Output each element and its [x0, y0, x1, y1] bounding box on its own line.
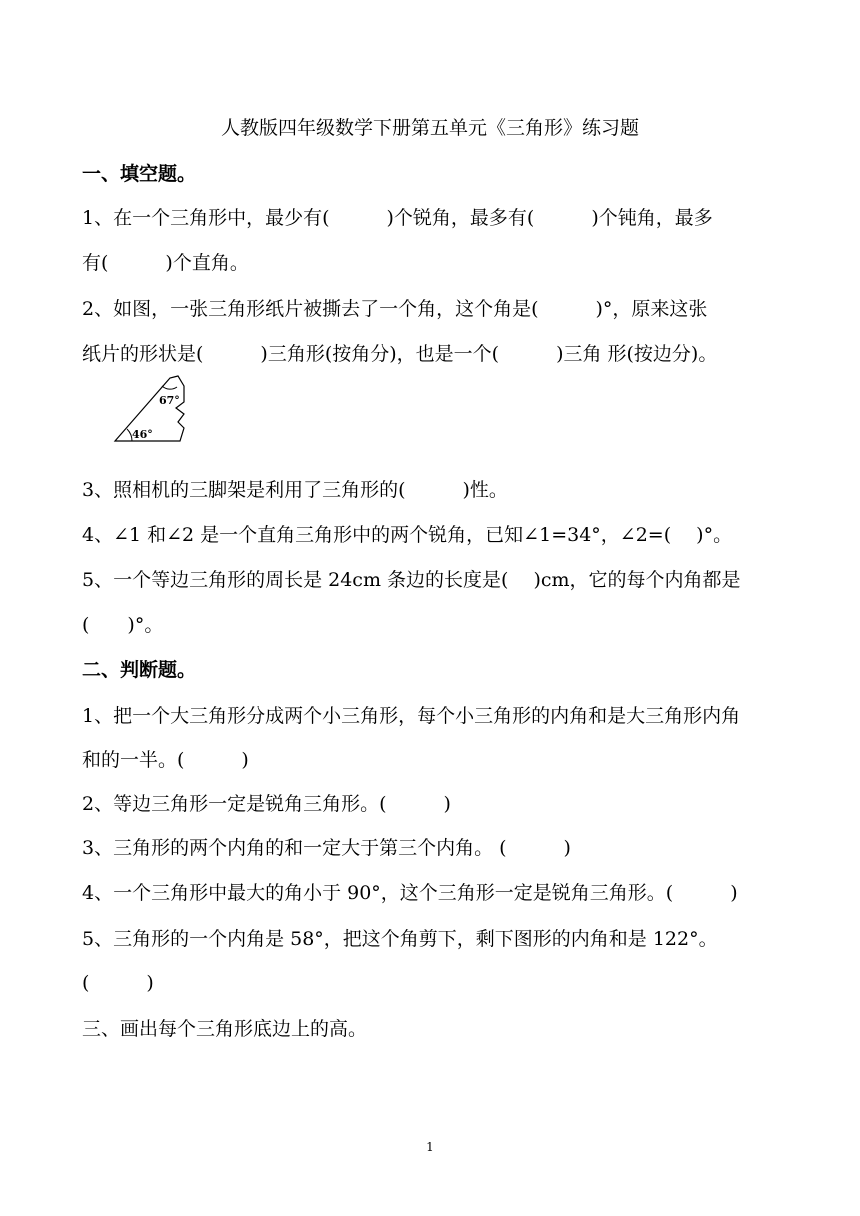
question-2-2: 2、等边三角形一定是锐角三角形。( ): [82, 793, 451, 815]
angle-label-67: 67°: [159, 394, 180, 407]
question-2-5-line-1: 5、三角形的一个内角是 58°，把这个角剪下，剩下图形的内角和是 122°。: [82, 928, 718, 950]
question-2-4: 4、一个三角形中最大的角小于 90°，这个三角形一定是锐角三角形。( ): [82, 882, 738, 904]
question-2-5-line-2: ( ): [82, 972, 154, 994]
question-1-5-line-2: ( )°。: [82, 614, 164, 636]
question-2-3: 3、三角形的两个内角的和一定大于第三个内角。 ( ): [82, 837, 571, 859]
section-heading-draw-heights: 三、画出每个三角形底边上的高。: [82, 1018, 368, 1040]
page-number: 1: [426, 1140, 434, 1154]
question-1-1-line-2: 有( )个直角。: [82, 252, 249, 274]
question-2-1-line-2: 和的一半。( ): [82, 749, 249, 771]
section-heading-fill-blank: 一、填空题。: [82, 163, 197, 185]
question-1-1-line-1: 1、在一个三角形中，最少有( )个锐角，最多有( )个钝角，最多: [82, 207, 713, 229]
question-1-3: 3、照相机的三脚架是利用了三角形的( )性。: [82, 479, 508, 501]
angle-label-46: 46°: [132, 428, 153, 441]
question-1-5-line-1: 5、一个等边三角形的周长是 24cm 条边的长度是( )cm，它的每个内角都是: [82, 569, 741, 591]
section-heading-true-false: 二、判断题。: [82, 659, 197, 681]
page-title: 人教版四年级数学下册第五单元《三角形》练习题: [220, 117, 639, 139]
question-1-4: 4、∠1 和∠2 是一个直角三角形中的两个锐角，已知∠1=34°，∠2=( )°。: [82, 524, 733, 546]
top-angle-arc: [162, 386, 177, 389]
question-1-2-line-2: 纸片的形状是( )三角形(按角分)，也是一个( )三角 形(按边分)。: [82, 343, 718, 365]
question-2-1-line-1: 1、把一个大三角形分成两个小三角形，每个小三角形的内角和是大三角形内角: [82, 705, 741, 727]
question-1-2-line-1: 2、如图，一张三角形纸片被撕去了一个角，这个角是( )°，原来这张: [82, 298, 708, 320]
torn-triangle-figure: [112, 374, 194, 446]
